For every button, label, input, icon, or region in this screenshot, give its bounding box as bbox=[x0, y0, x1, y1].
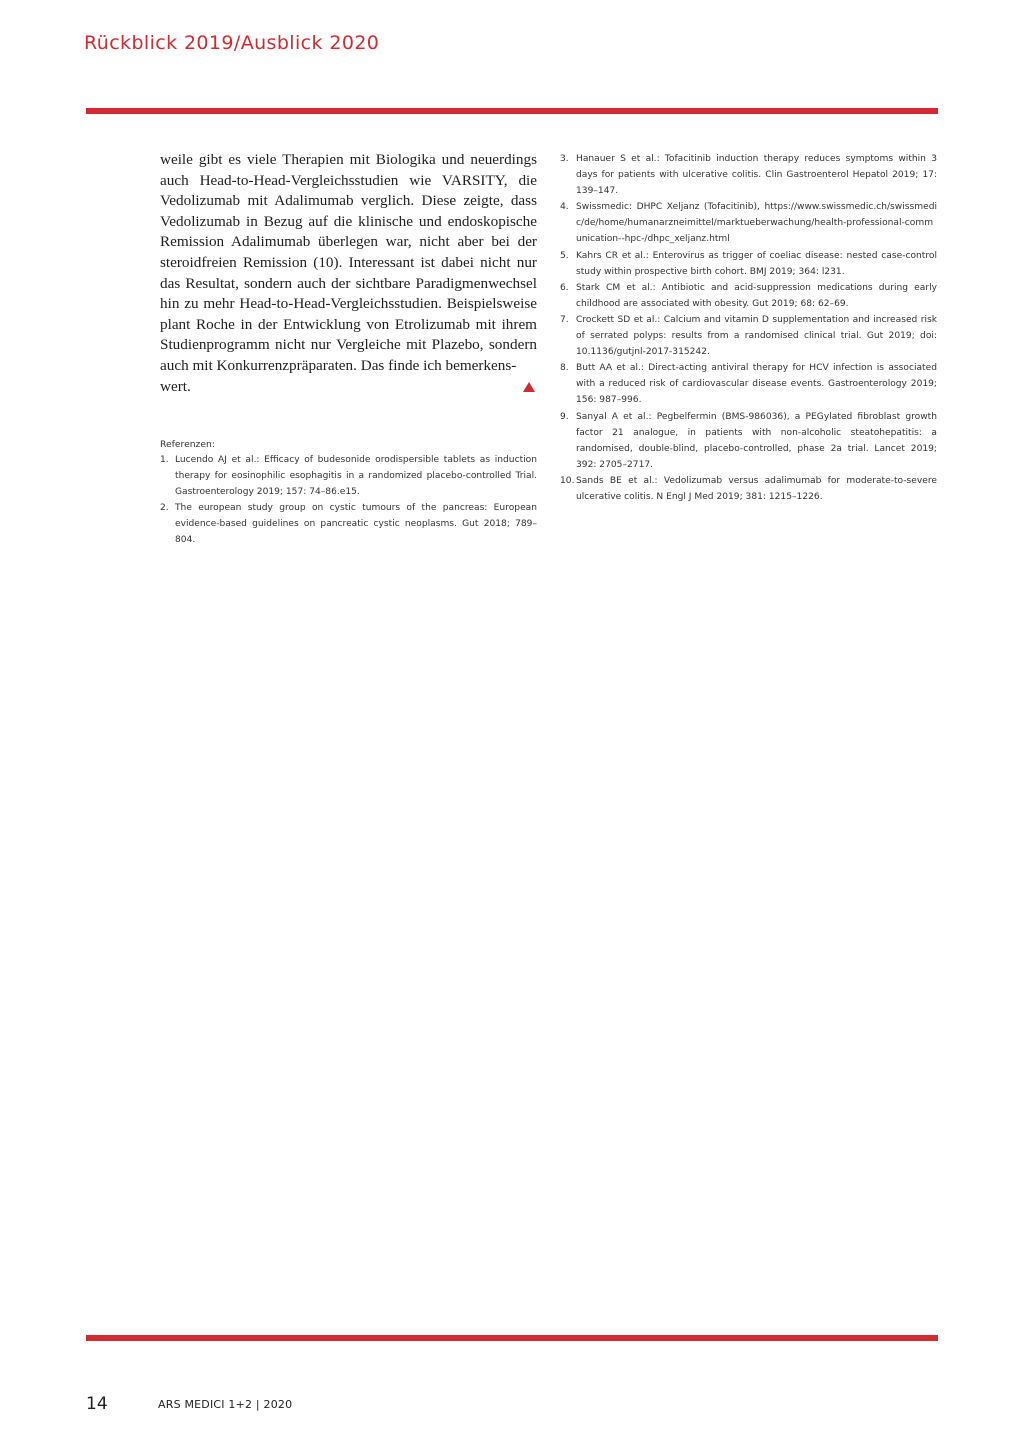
page-number: 14 bbox=[86, 1394, 108, 1414]
reference-text: Hanauer S et al.: Tofacitinib induction therapy reduces symptoms within 3 days for patients with ulcerative colitis. Clin Gastroenterol Hepatol 2019; 17: 139–147. bbox=[576, 154, 937, 197]
journal-issue: ARS MEDICI 1+2 | 2020 bbox=[158, 1398, 293, 1411]
body-paragraph: weile gibt es viele Therapien mit Biologika und neuerdings auch Head-to-Head-Vergleichsstudien wie VARSITY, die Vedolizumab mit Adalimumab verglich. Diese zeigte, dass Vedolizumab in Bezug auf die klinische und endoskopische Remission Adalimumab überlegen war, nicht aber bei der steroidfreien Remission (10). Interessant ist dabei nicht nur das Resultat, sondern auch der sichtbare Paradigmenwechsel hin zu mehr Head-to-Head-Vergleichsstudien. Beispielsweise plant Roche in der Entwicklung von Etrolizumab mit ihrem Studienprogramm nicht nur Vergleiche mit Plazebo, sondern auch mit Konkurrenzpräparaten. Das finde ich bemerkens- bbox=[160, 151, 537, 374]
references-right bbox=[560, 151, 937, 505]
reference-text: Stark CM et al.: Antibiotic and acid-suppression medications during early childhood are associated with obesity. Gut 2019; 68: 62–69. bbox=[576, 282, 937, 309]
references-left bbox=[160, 439, 537, 549]
reference-text: Swissmedic: DHPC Xeljanz (Tofacitinib), https://www.swissmedic.ch/swissmedic/de/home/humanarzneimittel/marktueberwachung/health-professional-communication--hpc-/dhpc_xeljanz.html bbox=[576, 202, 937, 245]
reference-item bbox=[560, 248, 937, 280]
reference-item bbox=[160, 500, 537, 548]
reference-item bbox=[560, 409, 937, 473]
reference-text: The european study group on cystic tumours of the pancreas: European evidence-based guidelines on pancreatic cystic neoplasms. Gut 2018; 789–804. bbox=[175, 503, 537, 546]
reference-number: 8. bbox=[560, 363, 569, 374]
reference-number: 6. bbox=[560, 282, 569, 293]
body-column bbox=[160, 150, 537, 397]
body-last-line: wert. bbox=[160, 377, 191, 395]
reference-text: Crockett SD et al.: Calcium and vitamin D supplementation and increased risk of serrated polyps: results from a randomised clinical trial. Gut 2019; doi: 10.1136/gutjnl-2017-315242. bbox=[576, 314, 937, 358]
reference-number: 2. bbox=[160, 503, 169, 514]
body-paragraph-end bbox=[160, 377, 537, 398]
reference-number: 10. bbox=[560, 475, 575, 486]
reference-number: 5. bbox=[560, 250, 569, 261]
reference-list-right bbox=[560, 151, 937, 505]
references-label: Referenzen: bbox=[160, 439, 215, 450]
reference-number: 9. bbox=[560, 411, 569, 422]
reference-item bbox=[560, 473, 937, 505]
triangle-end-mark-icon bbox=[523, 382, 535, 392]
top-divider bbox=[86, 108, 938, 114]
reference-text: Lucendo AJ et al.: Efficacy of budesonide orodispersible tablets as induction therapy for eosinophilic esophagitis in a randomized placebo-controlled Trial. Gastroenterology 2019; 157: 74–86.e15. bbox=[175, 455, 537, 498]
reference-item bbox=[560, 199, 937, 247]
bottom-divider bbox=[86, 1335, 938, 1341]
reference-text: Sanyal A et al.: Pegbelfermin (BMS-986036), a PEGylated fibroblast growth factor 21 analogue, in patients with non-alcoholic steatohepatitis: a randomised, double-blind, placebo-controlled, phase 2a trial. Lancet 2019; 392: 2705–2717. bbox=[576, 411, 937, 470]
reference-text: Sands BE et al.: Vedolizumab versus adalimumab for moderate-to-severe ulcerative colitis. N Engl J Med 2019; 381: 1215–1226. bbox=[576, 475, 937, 502]
reference-item bbox=[560, 151, 937, 199]
reference-list-left bbox=[160, 452, 537, 549]
reference-text: Butt AA et al.: Direct-acting antiviral therapy for HCV infection is associated with a reduced risk of cardiovascular disease events. Gastroenterology 2019; 156: 987–996. bbox=[576, 363, 937, 406]
reference-item bbox=[560, 360, 937, 408]
reference-item bbox=[560, 280, 937, 312]
reference-number: 1. bbox=[160, 455, 169, 465]
reference-item bbox=[560, 312, 937, 360]
reference-number: 3. bbox=[560, 154, 569, 164]
reference-number: 7. bbox=[560, 314, 569, 325]
reference-item bbox=[160, 452, 537, 500]
section-title: Rückblick 2019/Ausblick 2020 bbox=[84, 32, 380, 54]
reference-text: Kahrs CR et al.: Enterovirus as trigger of coeliac disease: nested case-control study within prospective birth cohort. BMJ 2019; 364: l231. bbox=[576, 250, 937, 277]
reference-number: 4. bbox=[560, 202, 569, 213]
